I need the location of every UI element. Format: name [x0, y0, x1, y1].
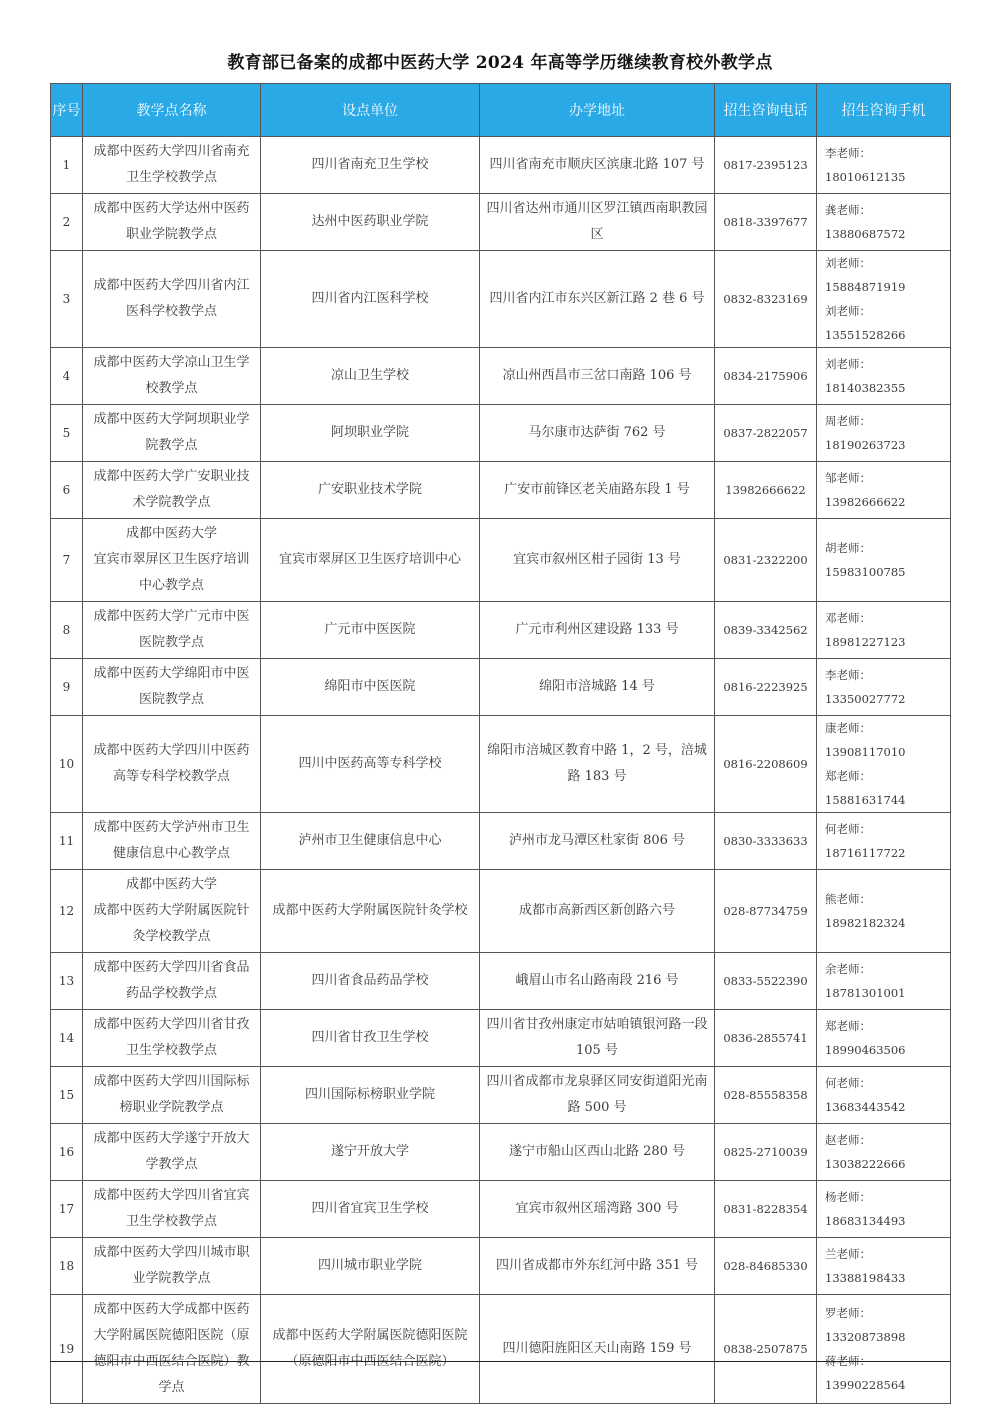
cell-seq: 2 — [51, 194, 83, 251]
cell-site-name: 成都中医药大学四川省内江医科学校教学点 — [83, 251, 261, 348]
cell-host-unit: 四川中医药高等专科学校 — [261, 716, 480, 813]
cell-address: 成都市高新西区新创路六号 — [480, 870, 715, 953]
cell-site-name: 成都中医药大学阿坝职业学院教学点 — [83, 405, 261, 462]
table-row — [51, 137, 951, 194]
cell-host-unit: 阿坝职业学院 — [261, 405, 480, 462]
cell-address: 峨眉山市名山路南段 216 号 — [480, 953, 715, 1010]
cell-site-name: 成都中医药大学成都中医药大学附属医院德阳医院（原德阳市中西医结合医院）教学点 — [83, 1295, 261, 1404]
cell-seq: 9 — [51, 659, 83, 716]
table-row — [51, 1295, 951, 1404]
table-row — [51, 716, 951, 813]
cell-mobile — [817, 1124, 951, 1181]
mobile-contact: 赵老师：13038222666 — [825, 1133, 906, 1171]
mobile-contact: 余老师：18781301001 — [825, 962, 906, 1000]
cell-seq: 8 — [51, 602, 83, 659]
cell-mobile — [817, 659, 951, 716]
cell-seq: 14 — [51, 1010, 83, 1067]
cell-phone: 0817-2395123 — [715, 137, 817, 194]
cell-phone: 0818-3397677 — [715, 194, 817, 251]
cell-address: 泸州市龙马潭区杜家街 806 号 — [480, 813, 715, 870]
cell-phone: 0839-3342562 — [715, 602, 817, 659]
cell-host-unit: 四川省南充卫生学校 — [261, 137, 480, 194]
cell-seq: 15 — [51, 1067, 83, 1124]
cell-address: 四川省达州市通川区罗江镇西南职教园区 — [480, 194, 715, 251]
cell-address: 四川省南充市顺庆区滨康北路 107 号 — [480, 137, 715, 194]
cell-host-unit: 泸州市卫生健康信息中心 — [261, 813, 480, 870]
cell-mobile — [817, 1181, 951, 1238]
table-row — [51, 870, 951, 953]
cell-address: 马尔康市达萨街 762 号 — [480, 405, 715, 462]
cell-site-name: 成都中医药大学四川省食品药品学校教学点 — [83, 953, 261, 1010]
cell-site-name: 成都中医药大学广安职业技术学院教学点 — [83, 462, 261, 519]
table-row — [51, 462, 951, 519]
cell-seq: 10 — [51, 716, 83, 813]
page-title: 教育部已备案的成都中医药大学 2024 年高等学历继续教育校外教学点 — [227, 53, 773, 73]
cell-site-name: 成都中医药大学 成都中医药大学附属医院针灸学校教学点 — [83, 870, 261, 953]
mobile-contact: 何老师：18716117722 — [825, 822, 906, 860]
cell-phone: 0832-8323169 — [715, 251, 817, 348]
cell-host-unit: 四川省甘孜卫生学校 — [261, 1010, 480, 1067]
cell-host-unit: 遂宁开放大学 — [261, 1124, 480, 1181]
footer-divider — [50, 1361, 950, 1362]
cell-address: 四川省内江市东兴区新江路 2 巷 6 号 — [480, 251, 715, 348]
table-row — [51, 194, 951, 251]
cell-address: 四川省甘孜州康定市姑咱镇银河路一段 105 号 — [480, 1010, 715, 1067]
cell-site-name: 成都中医药大学达州中医药职业学院教学点 — [83, 194, 261, 251]
cell-address: 绵阳市涪城区教育中路 1，2 号，涪城路 183 号 — [480, 716, 715, 813]
cell-site-name: 成都中医药大学 宜宾市翠屏区卫生医疗培训中心教学点 — [83, 519, 261, 602]
cell-host-unit: 四川省内江医科学校 — [261, 251, 480, 348]
table-header-row — [51, 84, 951, 137]
mobile-contact: 李老师：18010612135 — [825, 146, 906, 184]
cell-phone: 0831-2322200 — [715, 519, 817, 602]
cell-seq: 17 — [51, 1181, 83, 1238]
table-row — [51, 519, 951, 602]
header-mobile: 招生咨询手机 — [817, 84, 951, 137]
cell-host-unit: 四川省食品药品学校 — [261, 953, 480, 1010]
cell-mobile — [817, 716, 951, 813]
mobile-contact: 杨老师：18683134493 — [825, 1190, 906, 1228]
cell-phone: 028-87734759 — [715, 870, 817, 953]
cell-seq: 1 — [51, 137, 83, 194]
cell-phone: 13982666622 — [715, 462, 817, 519]
cell-address: 绵阳市涪城路 14 号 — [480, 659, 715, 716]
cell-phone: 0825-2710039 — [715, 1124, 817, 1181]
cell-seq: 6 — [51, 462, 83, 519]
mobile-contact: 胡老师：15983100785 — [825, 541, 906, 579]
cell-address: 凉山州西昌市三岔口南路 106 号 — [480, 348, 715, 405]
cell-host-unit: 成都中医药大学附属医院德阳医院 （原德阳市中西医结合医院） — [261, 1295, 480, 1404]
table-row — [51, 1067, 951, 1124]
cell-seq: 12 — [51, 870, 83, 953]
cell-site-name: 成都中医药大学泸州市卫生健康信息中心教学点 — [83, 813, 261, 870]
cell-seq: 13 — [51, 953, 83, 1010]
cell-address: 宜宾市叙州区瑶湾路 300 号 — [480, 1181, 715, 1238]
cell-host-unit: 四川国际标榜职业学院 — [261, 1067, 480, 1124]
cell-phone: 0816-2208609 — [715, 716, 817, 813]
cell-phone: 0837-2822057 — [715, 405, 817, 462]
mobile-contact: 邓老师：18981227123 — [825, 611, 906, 649]
cell-address: 四川省成都市外东红河中路 351 号 — [480, 1238, 715, 1295]
table-row — [51, 1181, 951, 1238]
header-phone: 招生咨询电话 — [715, 84, 817, 137]
cell-phone: 0816-2223925 — [715, 659, 817, 716]
mobile-contact: 刘老师：18140382355 — [825, 357, 906, 395]
cell-host-unit: 凉山卫生学校 — [261, 348, 480, 405]
table-row — [51, 813, 951, 870]
cell-mobile — [817, 602, 951, 659]
cell-site-name: 成都中医药大学遂宁开放大学教学点 — [83, 1124, 261, 1181]
table-row — [51, 348, 951, 405]
cell-mobile — [817, 1010, 951, 1067]
mobile-contact: 周老师：18190263723 — [825, 414, 906, 452]
table-row — [51, 251, 951, 348]
cell-host-unit: 广元市中医医院 — [261, 602, 480, 659]
cell-phone: 0831-8228354 — [715, 1181, 817, 1238]
teaching-sites-table — [50, 83, 951, 1404]
cell-seq: 18 — [51, 1238, 83, 1295]
header-address: 办学地址 — [480, 84, 715, 137]
mobile-contact: 刘老师：13551528266 — [825, 304, 906, 342]
cell-site-name: 成都中医药大学四川国际标榜职业学院教学点 — [83, 1067, 261, 1124]
cell-mobile — [817, 405, 951, 462]
mobile-contact: 李老师：13350027772 — [825, 668, 906, 706]
cell-site-name: 成都中医药大学四川中医药高等专科学校教学点 — [83, 716, 261, 813]
table-row — [51, 1238, 951, 1295]
table-row — [51, 1010, 951, 1067]
mobile-contact: 罗老师：13320873898 — [825, 1306, 906, 1344]
cell-mobile — [817, 462, 951, 519]
cell-phone: 0834-2175906 — [715, 348, 817, 405]
cell-phone: 0838-2507875 — [715, 1295, 817, 1404]
cell-host-unit: 达州中医药职业学院 — [261, 194, 480, 251]
cell-address: 四川德阳旌阳区天山南路 159 号 — [480, 1295, 715, 1404]
cell-mobile — [817, 813, 951, 870]
mobile-contact: 兰老师：13388198433 — [825, 1247, 906, 1285]
cell-site-name: 成都中医药大学凉山卫生学校教学点 — [83, 348, 261, 405]
mobile-contact: 刘老师：15884871919 — [825, 256, 906, 294]
cell-phone: 028-84685330 — [715, 1238, 817, 1295]
cell-phone: 0836-2855741 — [715, 1010, 817, 1067]
cell-site-name: 成都中医药大学四川城市职业学院教学点 — [83, 1238, 261, 1295]
cell-host-unit: 四川城市职业学院 — [261, 1238, 480, 1295]
cell-host-unit: 四川省宜宾卫生学校 — [261, 1181, 480, 1238]
table-row — [51, 602, 951, 659]
cell-address: 遂宁市船山区西山北路 280 号 — [480, 1124, 715, 1181]
cell-host-unit: 宜宾市翠屏区卫生医疗培训中心 — [261, 519, 480, 602]
mobile-contact: 邹老师：13982666622 — [825, 471, 906, 509]
cell-mobile — [817, 348, 951, 405]
header-site-name: 教学点名称 — [83, 84, 261, 137]
cell-site-name: 成都中医药大学广元市中医医院教学点 — [83, 602, 261, 659]
mobile-contact: 蒋老师：13990228564 — [825, 1354, 906, 1392]
cell-seq: 7 — [51, 519, 83, 602]
cell-address: 广安市前锋区老关庙路东段 1 号 — [480, 462, 715, 519]
cell-mobile — [817, 194, 951, 251]
cell-site-name: 成都中医药大学四川省南充卫生学校教学点 — [83, 137, 261, 194]
cell-mobile — [817, 1238, 951, 1295]
mobile-contact: 康老师：13908117010 — [825, 721, 906, 759]
cell-address: 广元市利州区建设路 133 号 — [480, 602, 715, 659]
cell-seq: 11 — [51, 813, 83, 870]
cell-phone: 028-85558358 — [715, 1067, 817, 1124]
cell-phone: 0833-5522390 — [715, 953, 817, 1010]
cell-mobile — [817, 1067, 951, 1124]
cell-mobile — [817, 1295, 951, 1404]
cell-mobile — [817, 251, 951, 348]
cell-mobile — [817, 953, 951, 1010]
cell-seq: 16 — [51, 1124, 83, 1181]
mobile-contact: 郑老师：18990463506 — [825, 1019, 906, 1057]
cell-phone: 0830-3333633 — [715, 813, 817, 870]
cell-site-name: 成都中医药大学四川省甘孜卫生学校教学点 — [83, 1010, 261, 1067]
table-row — [51, 953, 951, 1010]
table-row — [51, 405, 951, 462]
header-seq: 序号 — [51, 84, 83, 137]
cell-mobile — [817, 519, 951, 602]
mobile-contact: 郑老师：15881631744 — [825, 769, 906, 807]
cell-seq: 5 — [51, 405, 83, 462]
cell-seq: 3 — [51, 251, 83, 348]
cell-host-unit: 广安职业技术学院 — [261, 462, 480, 519]
cell-address: 四川省成都市龙泉驿区同安街道阳光南路 500 号 — [480, 1067, 715, 1124]
table-row — [51, 659, 951, 716]
cell-seq: 4 — [51, 348, 83, 405]
mobile-contact: 龚老师：13880687572 — [825, 203, 906, 241]
cell-seq: 19 — [51, 1295, 83, 1404]
mobile-contact: 何老师：13683443542 — [825, 1076, 906, 1114]
table-body — [51, 137, 951, 1404]
mobile-contact: 熊老师：18982182324 — [825, 892, 906, 930]
cell-site-name: 成都中医药大学四川省宜宾卫生学校教学点 — [83, 1181, 261, 1238]
cell-address: 宜宾市叙州区柑子园街 13 号 — [480, 519, 715, 602]
cell-mobile — [817, 870, 951, 953]
cell-site-name: 成都中医药大学绵阳市中医医院教学点 — [83, 659, 261, 716]
cell-host-unit: 成都中医药大学附属医院针灸学校 — [261, 870, 480, 953]
header-host-unit: 设点单位 — [261, 84, 480, 137]
cell-mobile — [817, 137, 951, 194]
table-row — [51, 1124, 951, 1181]
cell-host-unit: 绵阳市中医医院 — [261, 659, 480, 716]
